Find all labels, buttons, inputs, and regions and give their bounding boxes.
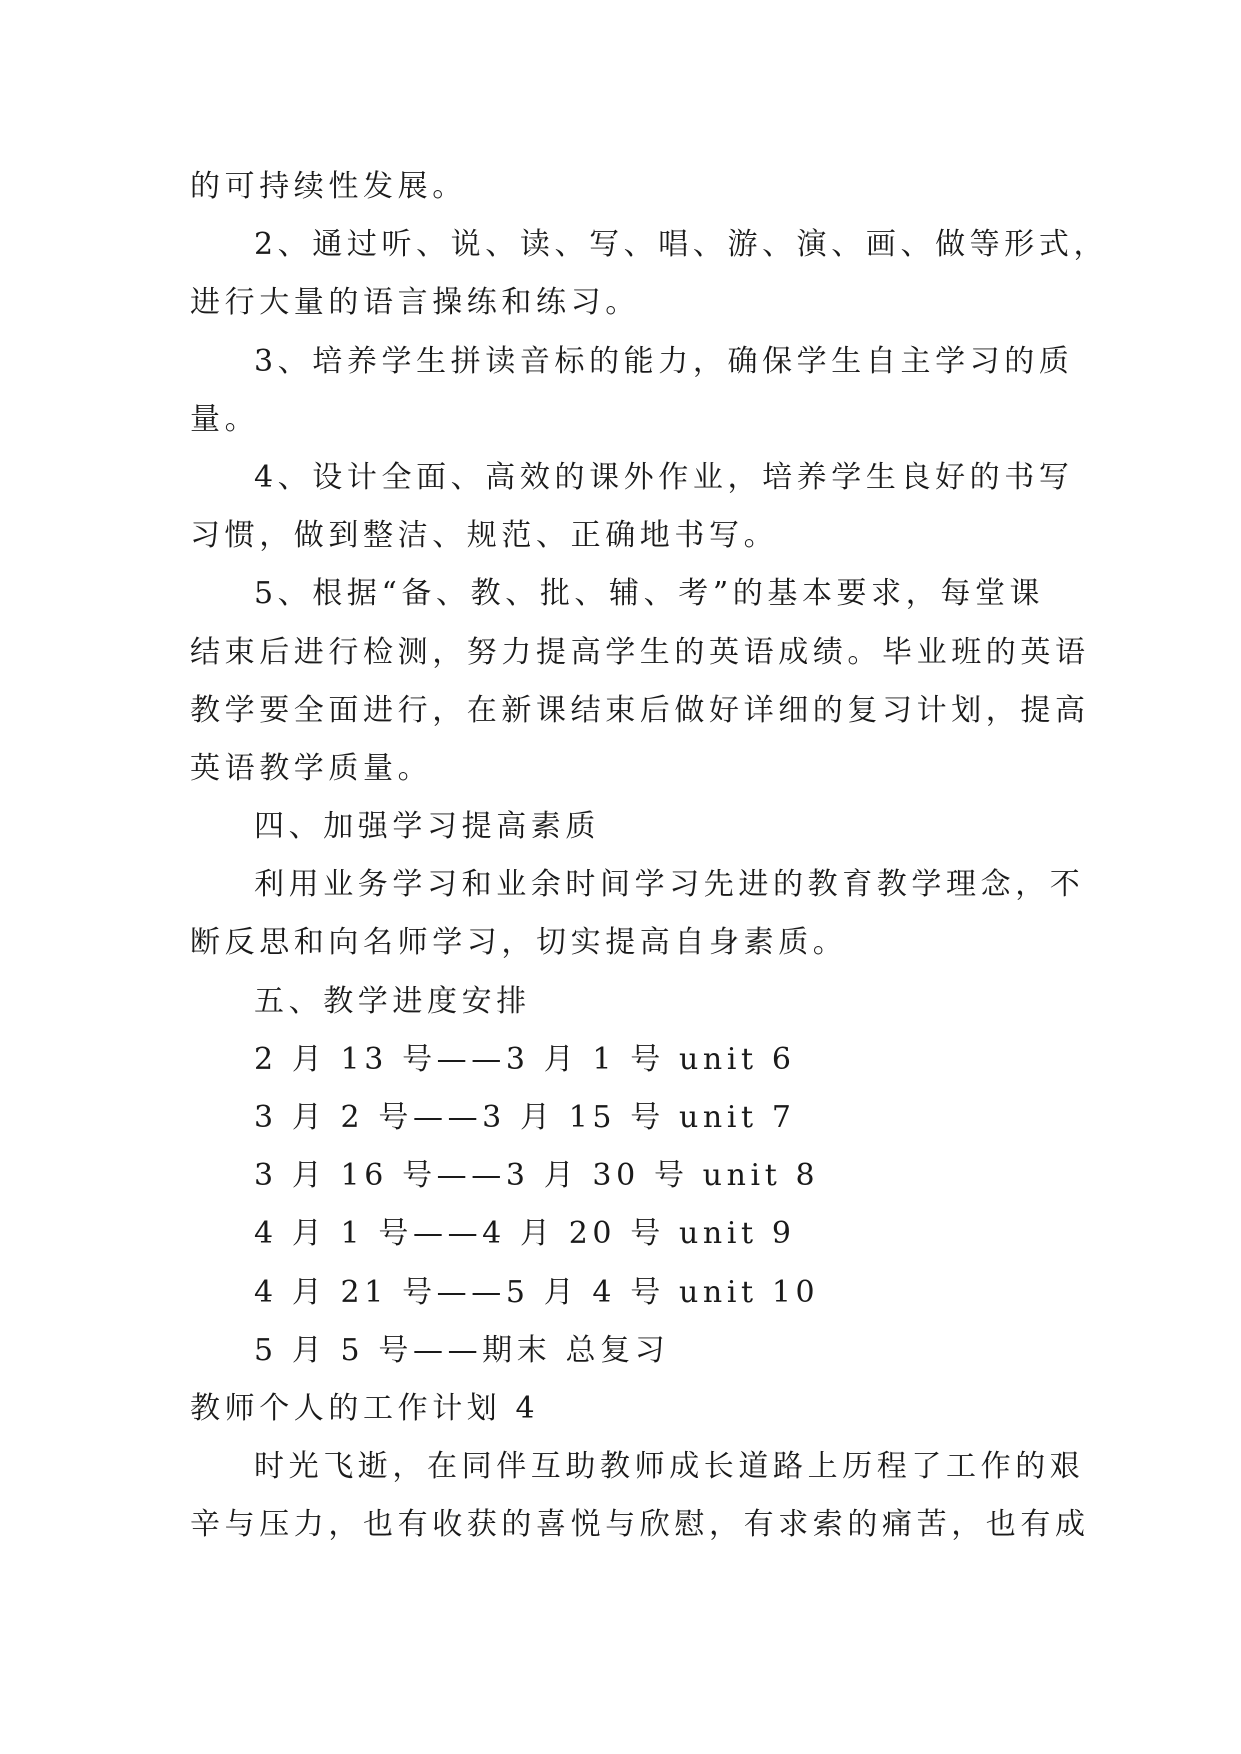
paragraph-line: 断反思和向名师学习，切实提高自身素质。 bbox=[190, 925, 848, 961]
schedule-item: 3 月 16 号——3 月 30 号 unit 8 bbox=[254, 1158, 820, 1194]
paragraph-line: 结束后进行检测，努力提高学生的英语成绩。毕业班的英语 bbox=[190, 634, 1090, 670]
paragraph-line: 3、培养学生拼读音标的能力，确保学生自主学习的质 bbox=[254, 343, 1074, 379]
section-heading: 五、教学进度安排 bbox=[254, 983, 531, 1019]
schedule-item: 2 月 13 号——3 月 1 号 unit 6 bbox=[254, 1041, 796, 1077]
paragraph-line: 利用业务学习和业余时间学习先进的教育教学理念，不 bbox=[254, 867, 1085, 903]
paragraph-line: 5、根据“备、教、批、辅、考”的基本要求，每堂课 bbox=[254, 576, 1045, 612]
paragraph-line: 英语教学质量。 bbox=[190, 750, 433, 786]
schedule-item: 4 月 1 号——4 月 20 号 unit 9 bbox=[254, 1216, 796, 1252]
paragraph-line: 进行大量的语言操练和练习。 bbox=[190, 285, 640, 321]
paragraph-line: 时光飞逝，在同伴互助教师成长道路上历程了工作的艰 bbox=[254, 1449, 1085, 1485]
schedule-item: 3 月 2 号——3 月 15 号 unit 7 bbox=[254, 1100, 796, 1135]
paragraph-line: 量。 bbox=[190, 401, 260, 437]
schedule-item: 5 月 5 号——期末 总复习 bbox=[254, 1332, 670, 1368]
paragraph-line: 辛与压力，也有收获的喜悦与欣慰，有求索的痛苦，也有成 bbox=[190, 1507, 1090, 1543]
document-body bbox=[190, 158, 1109, 1555]
schedule-item: 4 月 21 号——5 月 4 号 unit 10 bbox=[254, 1274, 820, 1310]
document-title: 教师个人的工作计划 4 bbox=[190, 1390, 540, 1426]
paragraph-line: 4、设计全面、高效的课外作业，培养学生良好的书写 bbox=[254, 459, 1074, 495]
paragraph-line: 2、通过听、说、读、写、唱、游、演、画、做等形式， bbox=[254, 227, 1109, 263]
paragraph-line: 的可持续性发展。 bbox=[190, 169, 467, 204]
paragraph-line: 教学要全面进行，在新课结束后做好详细的复习计划，提高 bbox=[190, 692, 1090, 728]
paragraph-line: 习惯，做到整洁、规范、正确地书写。 bbox=[190, 518, 779, 554]
section-heading: 四、加强学习提高素质 bbox=[254, 809, 600, 845]
